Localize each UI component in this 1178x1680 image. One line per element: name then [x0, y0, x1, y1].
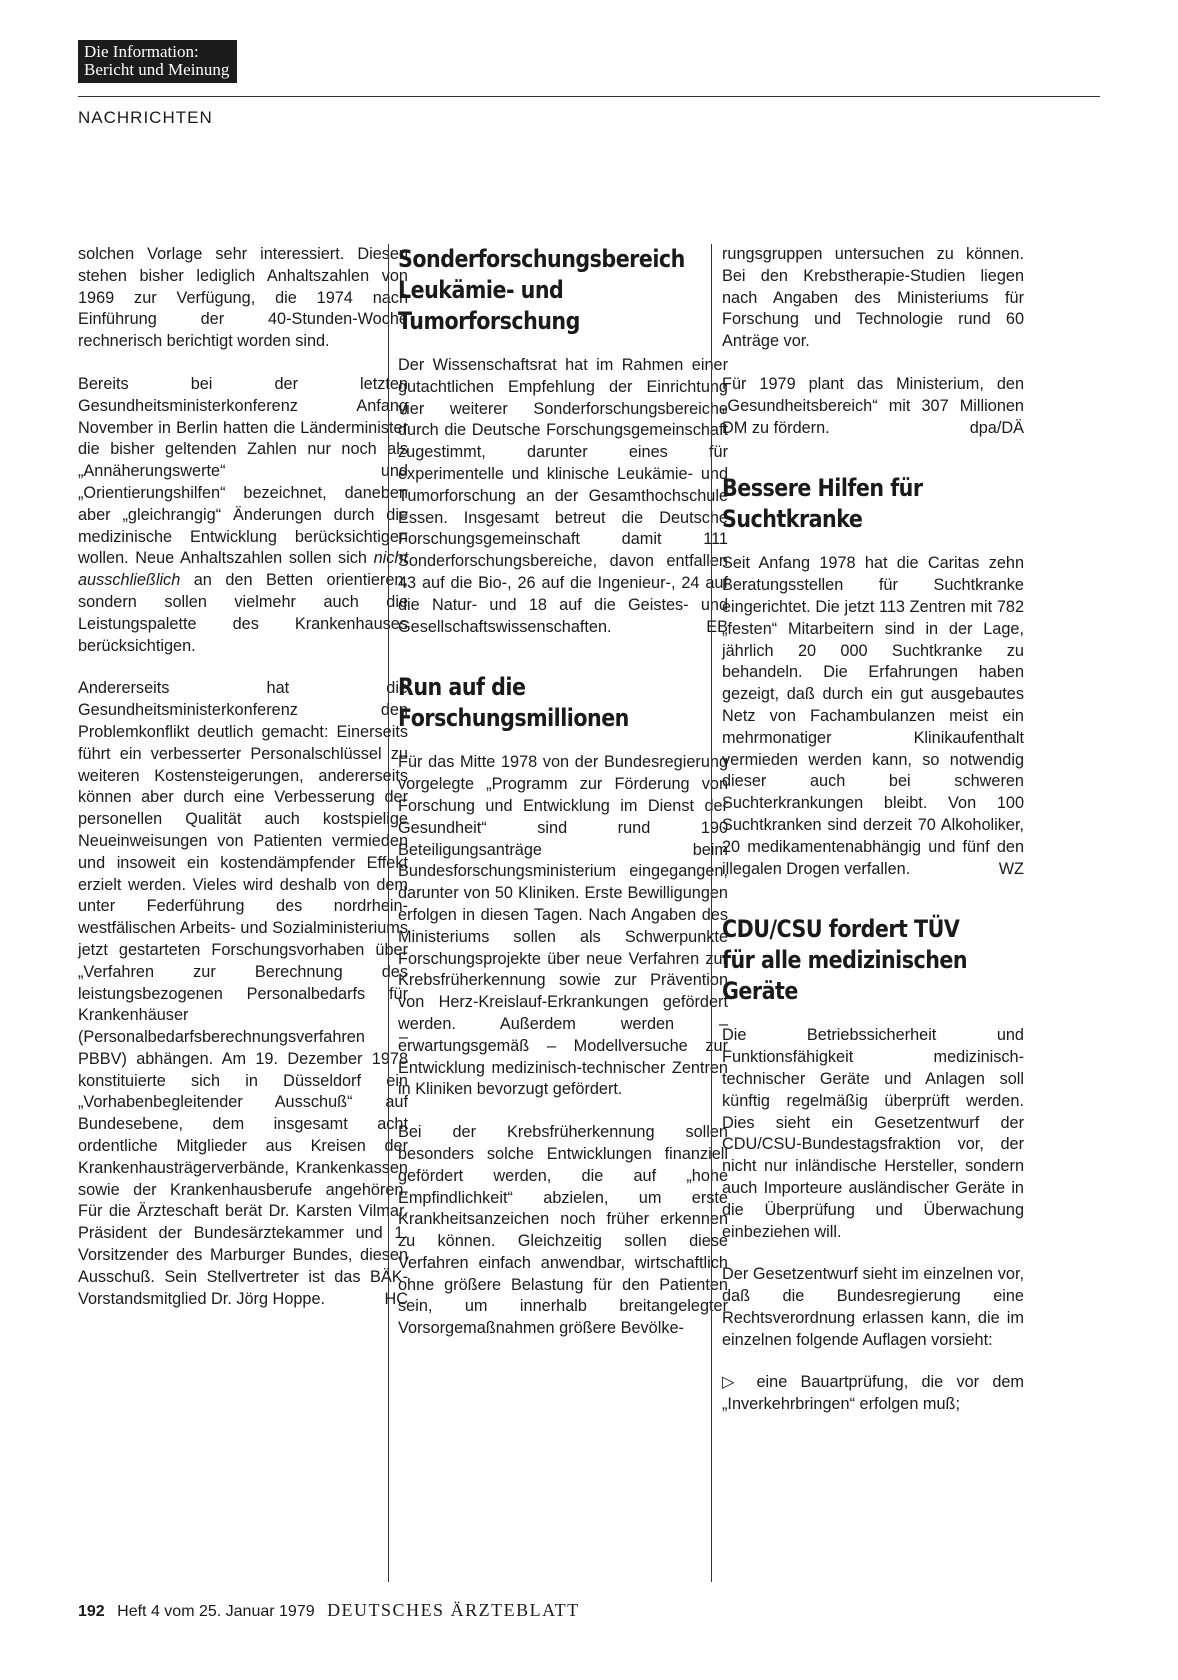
col1-paragraph-2-emphasis: nicht ausschließlich	[78, 549, 408, 590]
author-signature: HC	[384, 1289, 408, 1308]
article-2-paragraph-4-text: Für 1979 plant das Ministerium, den „Gesundheitsbereich“ mit 307 Millionen DM zu fördern.	[722, 374, 1024, 437]
col1-paragraph-3	[78, 678, 408, 1310]
author-signature: dpa/DÄ	[969, 418, 1024, 437]
page-number: 192	[78, 1603, 105, 1620]
article-2-paragraph-2: Bei der Krebsfrüherkennung sollen besonders solche Entwicklungen finanziell gefördert werden, die auf „hohe Empfindlichkeit“ abzielen, um erste Krankheitsanzeichen noch früher erkennen zu können. Gleichzeitig sollen diese Verfahren einfach anwendbar, wirtschaftlich ohne größere Belastung für den Patienten sein, um innerhalb breitangelegter Vorsorgemaßnahmen größere Bevölke-	[398, 1123, 728, 1338]
article-3-text: Seit Anfang 1978 hat die Caritas zehn Beratungsstellen für Suchtkranke eingerichtet. Die jetzt 113 Zentren mit 782 „festen“ Mitarbeitern sind in der Lage, jährlich 20 000 Suchtkranke zu behandeln. Die Erfahrungen haben gezeigt, daß durch ein gut ausgebautes Netz von Fachambulanzen meist ein mehrmonatiger Klinikaufenthalt vermieden werden kann, so notwendig dieser auch bei schweren Suchterkrankungen bleibt. Von 100 Suchtkranken sind derzeit 70 Alkoholiker, 20 medikamentenabhängig und fünf den illegalen Drogen verfallen.	[722, 554, 1024, 878]
article-2-paragraph-3: rungsgruppen untersuchen zu können. Bei den Krebstherapie-Studien liegen nach Angaben des Ministeriums für Forschung und Technologie rund 60 Anträge vor.	[722, 245, 1024, 351]
article-3-paragraph	[722, 553, 1024, 880]
article-headline-3: Bessere Hilfen für Suchtkranke	[722, 474, 923, 534]
col1-paragraph-2-text-a: Bereits bei der letzten Gesundheitsministerkonferenz Anfang November in Berlin hatten die Länderminister die bisher geltenden Zahlen nur noch als „Annäherungswerte“ und „Orientierungshilfen“ bezeichnet, daneben aber „gleichrangig“ Änderungen durch die medizinische Entwicklung berücksichtigen wollen. Neue Anhaltszahlen sollen sich	[78, 374, 408, 568]
col1-paragraph-3-text: Andererseits hat die Gesundheitsministerkonferenz den Problemkonflikt deutlich gemacht: Einerseits führt ein verbesserter Personalschlüssel zu weiteren Kostensteigerungen, andererseits können aber durch eine Verbesserung der personellen Qualität auch kostspielige Neueinweisungen von Patienten vermieden und insoweit ein kostendämpfender Effekt erzielt werden. Vieles wird deshalb von dem unter Federführung des nordrhein-westfälischen Arbeits- und Sozialministeriums jetzt gestarteten Forschungsvorhaben über „Verfahren zur Berechnung des leistungsbezogenen Personalbedarfs für Krankenhäuser (Personalbedarfsberechnungsverfahren – PBBV) abhängen. Am 19. Dezember 1978 konstituierte sich in Düsseldorf ein „Vorhabenbegleitender Ausschuß“ auf Bundesebene, dem insgesamt acht ordentliche Mitglieder aus Kreisen der Krankenhausträgerverbände, Krankenkassen sowie der Krankenhausberufe angehören. Für die Ärzteschaft berät Dr. Karsten Vilmar, Präsident der Bundesärztekammer und 1. Vorsitzender des Marburger Bundes, diesen Ausschuß. Sein Stellvertreter ist das BÄK-Vorstandsmitglied Dr. Jörg Hoppe.	[78, 679, 408, 1308]
article-2-paragraph-4	[722, 374, 1024, 439]
article-4-paragraph-3: ▷ eine Bauartprüfung, die vor dem „Inverkehrbringen“ erfolgen muß;	[722, 1373, 1024, 1414]
article-headline-4: CDU/CSU fordert TÜV für alle medizinischen Geräte	[722, 915, 968, 1006]
header-rule	[78, 96, 1100, 97]
author-signature: WZ	[998, 859, 1024, 878]
article-headline-2: Run auf die Forschungsmillionen	[398, 673, 629, 733]
rubric-label	[78, 40, 237, 83]
col1-paragraph-2	[78, 374, 408, 657]
column-1	[78, 244, 408, 1331]
rubric-line-1: Die Information:	[84, 42, 199, 61]
section-title: NACHRICHTEN	[78, 108, 213, 127]
article-1-paragraph	[398, 355, 728, 638]
col1-paragraph-1: solchen Vorlage sehr interessiert. Diesen stehen bisher lediglich Anhaltszahlen von 1969 zur Verfügung, die 1974 nach Einführung der 40-Stunden-Woche rechnerisch berichtigt worden sind.	[78, 245, 408, 351]
column-divider-1	[388, 244, 389, 1582]
col1-paragraph-2-text-b: an den Betten orientieren, sondern sollen vielmehr auch die Leistungspalette des Krankenhauses berücksichtigen.	[78, 571, 408, 655]
journal-name: DEUTSCHES ÄRZTEBLATT	[327, 1600, 580, 1620]
rubric-line-2: Bericht und Meinung	[84, 60, 230, 79]
column-divider-2	[711, 244, 712, 1582]
article-headline-1: Sonderforschungsbereich Leukämie- und Tumorforschung	[398, 245, 685, 335]
article-4-paragraph-1: Die Betriebssicherheit und Funktionsfähigkeit medizinisch-technischer Geräte und Anlagen soll künftig regelmäßig überprüft werden. Dies sieht ein Gesetzentwurf der CDU/CSU-Bundestagsfraktion vor, der nicht nur inländische Hersteller, sondern auch Importeure ausländischer Geräte in die Überprüfung und Überwachung einbeziehen will.	[722, 1026, 1024, 1241]
article-2-paragraph-1: Für das Mitte 1978 von der Bundesregierung vorgelegte „Programm zur Förderung von Forschung und Entwicklung im Dienst der Gesundheit“ sind rund 190 Beteiligungsanträge beim Bundesforschungsministerium eingegangen, darunter von 50 Kliniken. Erste Bewilligungen erfolgen in diesen Tagen. Nach Angaben des Ministeriums sollen als Schwerpunkte Forschungsprojekte über neue Verfahren zur Krebsfrüherkennung sowie zur Prävention von Herz-Kreislauf-Erkrankungen gefördert werden. Außerdem werden – erwartungsgemäß – Modellversuche zur Entwicklung medizinisch-technischer Zentren in Kliniken bevorzugt gefördert.	[398, 753, 728, 1099]
issue-info: Heft 4 vom 25. Januar 1979	[117, 1603, 315, 1620]
article-4-paragraph-2: Der Gesetzentwurf sieht im einzelnen vor, daß die Bundesregierung eine Rechtsverordnung erlassen kann, die im einzelnen folgende Auflagen vorsieht:	[722, 1265, 1024, 1349]
column-2	[398, 244, 728, 1361]
author-signature: EB	[706, 617, 728, 636]
page-footer	[78, 1600, 580, 1621]
article-1-text: Der Wissenschaftsrat hat im Rahmen einer gutachtlichen Empfehlung der Einrichtung vier weiterer Sonderforschungsbereiche durch die Deutsche Forschungsgemeinschaft zugestimmt, darunter eines für experimentelle und klinische Leukämie- und Tumorforschung an der Gesamthochschule Essen. Insgesamt betreut die Deutsche Forschungsgemeinschaft damit 111 Sonderforschungsbereiche, davon entfallen 43 auf die Bio-, 26 auf die Ingenieur-, 24 auf die Natur- und 18 auf die Geistes- und Gesellschaftswissenschaften.	[398, 356, 728, 636]
column-3	[722, 244, 1024, 1437]
